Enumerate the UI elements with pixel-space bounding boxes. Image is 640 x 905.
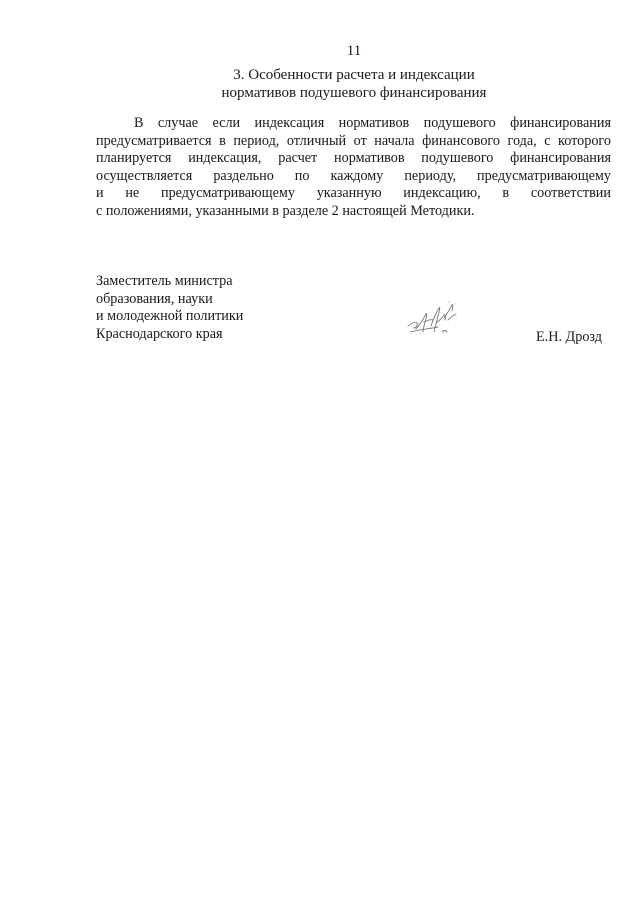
paragraph-line: и не предусматривающему указанную индексацию, в соответствии xyxy=(96,185,611,202)
paragraph-line: В случае если индексация нормативов подушевого финансирования xyxy=(134,115,611,131)
paragraph-line: с положениями, указанными в разделе 2 настоящей Методики. xyxy=(96,202,475,219)
page-number: 11 xyxy=(346,43,362,59)
signatory-position-line: образования, науки xyxy=(96,290,213,307)
signatory-position-line: и молодежной политики xyxy=(96,308,244,325)
signer-name: Е.Н. Дрозд xyxy=(536,329,602,345)
section-title xyxy=(0,66,640,102)
section-title-line-1: 3. Особенности расчета и индексации xyxy=(233,67,475,83)
signatory-position xyxy=(96,273,243,343)
body-paragraph xyxy=(96,115,611,221)
paragraph-line: предусматривается в период, отличный от начала финансового года, с которого xyxy=(96,132,611,149)
signatory-position-line: Краснодарского края xyxy=(96,325,223,342)
handwritten-signature xyxy=(404,296,460,342)
signatory-position-line: Заместитель министра xyxy=(96,273,233,289)
paragraph-line: осуществляется раздельно по каждому периоду, предусматривающему xyxy=(96,167,611,184)
section-title-line-2: нормативов подушевого финансирования xyxy=(221,85,487,101)
paragraph-line: планируется индексация, расчет нормативов подушевого финансирования xyxy=(96,150,611,167)
